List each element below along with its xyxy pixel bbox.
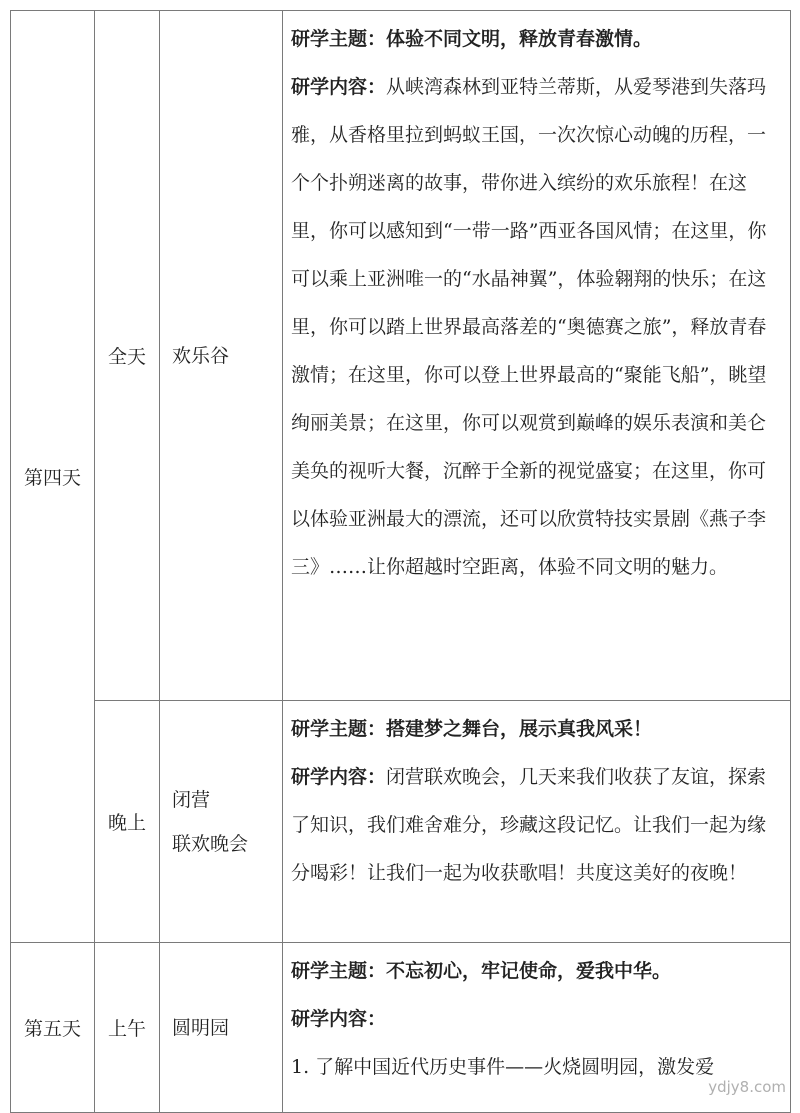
place-line: 联欢晚会 bbox=[172, 832, 249, 855]
table-row bbox=[11, 701, 791, 943]
place-cell: 欢乐谷 bbox=[160, 11, 283, 701]
table-row bbox=[11, 11, 791, 701]
table-row bbox=[11, 943, 791, 1113]
place-line: 闭营 bbox=[172, 788, 211, 811]
theme-line bbox=[291, 705, 782, 753]
theme-text: 搭建梦之舞台，展示真我风采！ bbox=[386, 718, 653, 740]
theme-text: 体验不同文明，释放青春激情。 bbox=[386, 28, 653, 50]
theme-label: 研学主题： bbox=[291, 28, 387, 50]
day-cell: 第四天 bbox=[11, 11, 95, 943]
theme-label: 研学主题： bbox=[291, 960, 387, 982]
watermark: ydjy8.com bbox=[708, 1078, 786, 1096]
content-label: 研学内容： bbox=[291, 1008, 387, 1030]
theme-line bbox=[291, 947, 782, 995]
time-cell: 晚上 bbox=[95, 701, 160, 943]
theme-label: 研学主题： bbox=[291, 718, 387, 740]
content-paragraph bbox=[291, 63, 782, 591]
content-paragraph bbox=[291, 753, 782, 897]
content-label: 研学内容： bbox=[291, 76, 387, 98]
content-text: 从峡湾森林到亚特兰蒂斯，从爱琴港到失落玛雅，从香格里拉到蚂蚁王国，一次次惊心动魄的历程，一个个扑朔迷离的故事，带你进入缤纷的欢乐旅程！在这里，你可以感知到“一带一路”西亚各国风情；在这里，你可以乘上亚洲唯一的“水晶神翼”，体验翱翔的快乐；在这里，你可以踏上世界最高落差的“奥德赛之旅”，释放青春激情；在这里，你可以登上世界最高的“聚能飞船”，眺望绚丽美景；在这里，你可以观赏到巅峰的娱乐表演和美仑美奂的视听大餐，沉醉于全新的视觉盛宴；在这里，你可以体验亚洲最大的漂流，还可以欣赏特技实景剧《燕子李三》……让你超越时空距离，体验不同文明的魅力。 bbox=[291, 76, 767, 578]
content-text: 闭营联欢晚会，几天来我们收获了友谊，探索了知识，我们难舍难分，珍藏这段记忆。让我们一起为缘分喝彩！让我们一起为收获歌唱！共度这美好的夜晚！ bbox=[291, 766, 767, 884]
time-cell: 全天 bbox=[95, 11, 160, 701]
content-label: 研学内容： bbox=[291, 766, 387, 788]
content-item: 1. 了解中国近代历史事件——火烧圆明园，激发爱 bbox=[291, 1056, 715, 1078]
place-cell bbox=[160, 701, 283, 943]
place-cell: 圆明园 bbox=[160, 943, 283, 1113]
day-cell: 第五天 bbox=[11, 943, 95, 1113]
content-label-line bbox=[291, 995, 782, 1043]
content-cell bbox=[283, 701, 791, 943]
theme-line bbox=[291, 15, 782, 63]
content-cell bbox=[283, 11, 791, 701]
itinerary-table bbox=[10, 10, 791, 1113]
theme-text: 不忘初心，牢记使命，爱我中华。 bbox=[386, 960, 672, 982]
time-cell: 上午 bbox=[95, 943, 160, 1113]
